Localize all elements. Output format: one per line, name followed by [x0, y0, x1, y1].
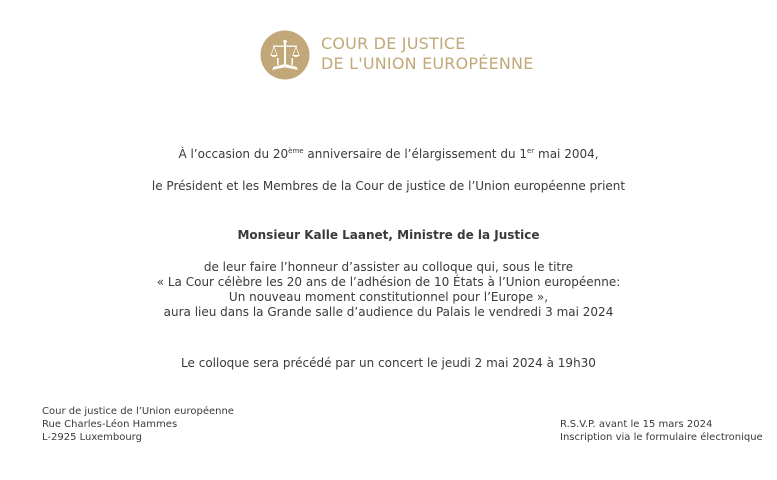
body-line: aura lieu dans la Grande salle d’audience du Palais le vendredi 3 mai 2024: [163, 305, 614, 319]
court-logo: [260, 30, 550, 82]
scales-of-justice-emblem-icon: [260, 30, 310, 80]
occasion-text-middle: anniversaire de l’élargissement du 1: [303, 147, 527, 161]
ordinal-superscript-eme: ème: [288, 147, 304, 155]
body-line: « La Cour célèbre les 20 ans de l’adhésion de 10 États à l’Union européenne:: [156, 275, 621, 289]
ordinal-superscript-er: er: [527, 147, 535, 155]
body-line: de leur faire l’honneur d’assister au colloque qui, sous le titre: [203, 260, 574, 274]
address-line: Rue Charles-Léon Hammes: [42, 419, 178, 430]
guest-name: Monsieur Kalle Laanet, Ministre de la Justice: [237, 228, 540, 242]
court-name-line-1: COUR DE JUSTICE: [321, 34, 466, 53]
hosts-line: le Président et les Membres de la Cour de justice de l’Union européenne prient: [151, 179, 626, 193]
occasion-line: [0, 147, 777, 162]
rsvp-info: [560, 418, 763, 444]
rsvp-deadline: R.S.V.P. avant le 15 mars 2024: [560, 419, 713, 430]
address-line: L-2925 Luxembourg: [42, 432, 142, 443]
invitation-body: [0, 260, 777, 320]
address-line: Cour de justice de l’Union européenne: [42, 406, 234, 417]
occasion-text-start: À l’occasion du 20: [178, 147, 289, 161]
court-name: [321, 34, 534, 74]
occasion-text-end: mai 2004,: [534, 147, 599, 161]
rsvp-registration: Inscription via le formulaire électronique: [560, 432, 763, 443]
body-line: Un nouveau moment constitutionnel pour l’Europe »,: [228, 290, 549, 304]
court-address: [42, 405, 234, 444]
concert-line: Le colloque sera précédé par un concert le jeudi 2 mai 2024 à 19h30: [181, 356, 596, 370]
court-name-line-2: DE L'UNION EUROPÉENNE: [321, 54, 534, 73]
